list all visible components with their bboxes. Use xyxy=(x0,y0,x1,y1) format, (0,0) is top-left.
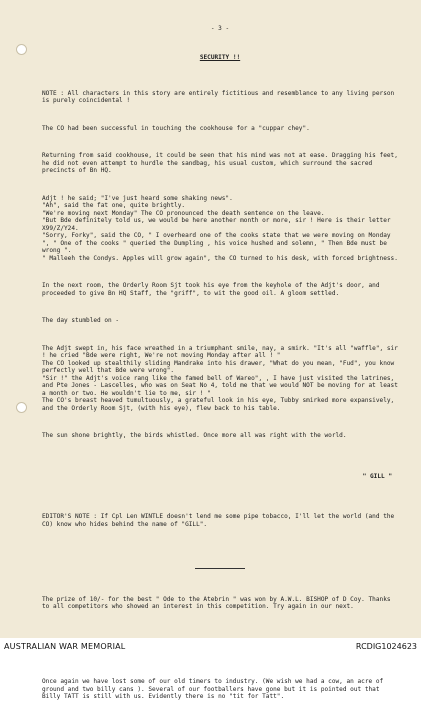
story-paragraph: The CO had been successful in touching the cookhouse for a "cuppar chey". xyxy=(42,124,310,132)
story-paragraph: Returning from said cookhouse, it could be seen that his mind was not at ease. Dragging his feet, he did not even attempt to hurdle the sandbag, his usual custom, which surround the sacred precincts of Bn HQ. xyxy=(42,152,402,174)
section-divider xyxy=(195,568,245,569)
document-title: SECURITY !! xyxy=(199,53,241,61)
archive-source: AUSTRALIAN WAR MEMORIAL xyxy=(4,642,126,651)
document-body xyxy=(42,10,402,721)
punch-hole xyxy=(16,402,27,413)
story-paragraph: The day stumbled on - xyxy=(42,317,120,324)
prize-announcement: The prize of 10/- for the best " Ode to the Atebrin " was won by A.W.L. BISHOP of D Coy. Thanks to all competitors who showed an interest in this competition. Try again in our next. xyxy=(42,595,395,610)
author-signature: " GILL " xyxy=(362,473,392,480)
story-paragraph: The sun shone brightly, the birds whistled. Once more all was right with the world. xyxy=(42,432,347,439)
story-dialogue: The Adjt swept in, his face wreathed in a triumphant smile, nay, a smirk. "It's all "waffle", sir ! he cried "Bde were right, We're not moving Monday after all ! " The CO looked up stealthily sliding Mandrake into his drawer, "What do you mean, "Fud", you know perfectly well that Bde were wrong". "Sir !" the Adjt's voice rang like the famed bell of Wareo", , I have just visited the latrines, and Pte Jones - Lascelles, who was on Seat No 4, told me that we would NOT be moving for at least a month or two. He wouldn't lie to me, sir ! " The CO's breast heaved tumultuously, a grateful look in his eye, Tubby smirked more expansively, and the Orderly Room Sjt, (with his eye), flew back to his table. xyxy=(42,344,398,412)
disclaimer-note: NOTE : All characters in this story are entirely fictitious and resemblance to any living person is purely coincidental ! xyxy=(42,89,398,104)
story-paragraph: In the next room, the Orderly Room Sjt took his eye from the keyhole of the Adjt's door, and proceeded to give Bn HQ Staff, the "griff", to wit the good oil. A gloom settled. xyxy=(42,282,384,297)
industry-announcement: Once again we have lost some of our old timers to industry. (We wish we had a cow, an acre of ground and two billy cans ). Several of our footballers have gone but it is pointed out that Billy TATT is still with us. Evidently there is no "tit for Tatt". xyxy=(42,678,387,700)
story-dialogue: Adjt ! he said; "I've just heard some shaking news". "Ah", said the fat one, quite brightly. "We're moving next Monday" The CO pronounced the death sentence on the leave. "But Bde definitely told us, we would be here another month or more, sir ! Here is their letter X99/Z/Y24. "Sorry, Forky", said the CO, " I overheard one of the cooks state that we were moving on Monday ", " One of the cooks " queried the Dumpling , his voice hushed and solemn, " Then Bde must be wrong ". " Malleeh the Condys. Apples will grow again", the CO turned to his desk, with forced brightness. xyxy=(42,194,398,262)
punch-hole xyxy=(16,44,27,55)
archive-footer xyxy=(0,638,421,654)
page-number: - 3 - xyxy=(210,25,230,32)
archive-reference: RCDIG1024623 xyxy=(355,642,417,651)
editors-note: EDITOR'S NOTE : If Cpl Len WINTLE doesn't lend me some pipe tobacco, I'll let the world (and the CO) know who hides behind the name of "GILL". xyxy=(42,513,398,528)
